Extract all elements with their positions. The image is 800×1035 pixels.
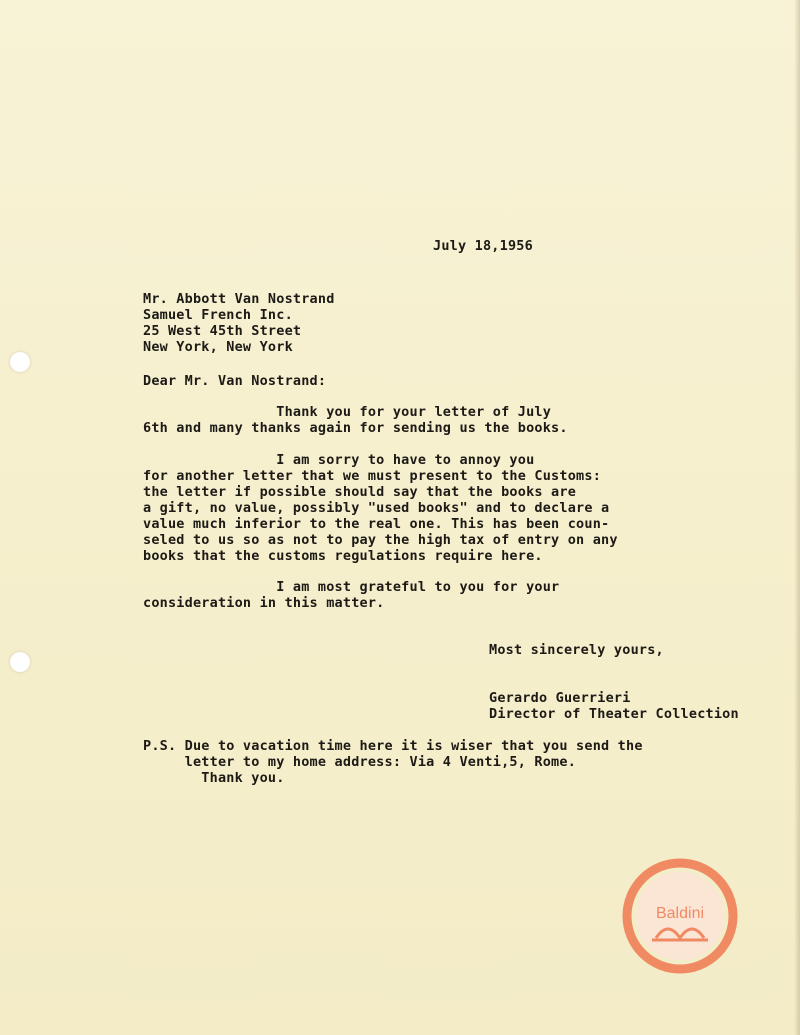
letter-date: July 18,1956: [433, 238, 533, 254]
closing: Most sincerely yours,: [489, 642, 664, 658]
salutation: Dear Mr. Van Nostrand:: [143, 373, 327, 389]
postscript: P.S. Due to vacation time here it is wiser that you send the letter to my home address: Via 4 Venti,5, Rome. Thank you.: [143, 738, 643, 786]
body-paragraph-2: I am sorry to have to annoy you for another letter that we must present to the Customs: the letter if possible should say that the books are a gift, no value, possibly "used books" and to declare a value much inferior to the real one. This has been coun- seled to us so as not to pay the high tax of entry on any books that the customs regulations require here.: [143, 452, 618, 564]
signature-block: Gerardo Guerrieri Director of Theater Collection: [489, 690, 739, 722]
baldini-library-stamp-icon: [620, 856, 740, 976]
body-paragraph-3: I am most grateful to you for your consideration in this matter.: [143, 579, 560, 611]
page-edge-shadow: [794, 0, 800, 1035]
stamp-label: Baldini: [655, 905, 705, 922]
body-paragraph-1: Thank you for your letter of July 6th and many thanks again for sending us the books.: [143, 404, 568, 436]
punch-hole-upper: [10, 352, 30, 372]
recipient-address: Mr. Abbott Van Nostrand Samuel French Inc. 25 West 45th Street New York, New York: [143, 291, 335, 355]
punch-hole-lower: [10, 652, 30, 672]
